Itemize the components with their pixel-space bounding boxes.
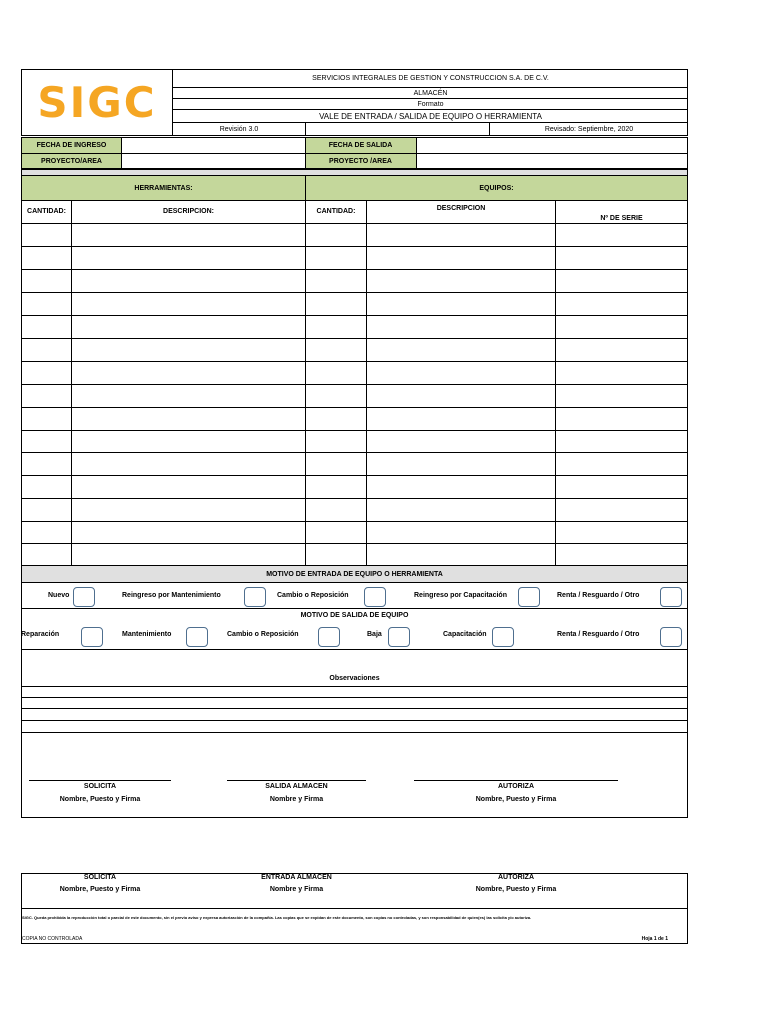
option-cambio-reposicion-salida: Cambio o Reposición (227, 631, 299, 638)
cantidad-right-header: CANTIDAD: (316, 207, 356, 215)
sig-autoriza-top-sub: Nombre, Puesto y Firma (475, 796, 557, 803)
sig-autoriza-bottom-sub: Nombre, Puesto y Firma (475, 886, 557, 893)
company-logo (21, 74, 172, 129)
motivo-entrada-title: MOTIVO DE ENTRADA DE EQUIPO O HERRAMIENTA (22, 566, 687, 582)
doc-title: VALE DE ENTRADA / SALIDA DE EQUIPO O HERRAMIENTA (319, 111, 542, 121)
sig-entrada-almacen: ENTRADA ALMACEN (261, 874, 332, 881)
motivo-salida-title: MOTIVO DE SALIDA DE EQUIPO (300, 611, 409, 619)
proyecto-right-field[interactable] (416, 154, 687, 168)
items-table (21, 169, 688, 566)
sig-autoriza-bottom: AUTORIZA (497, 874, 535, 881)
legal-notice: SIGC. Queda prohibida la reproducción total o parcial de este documento, sin el previo aviso y expresa autorización de la compañía. Las copias que se expidan de este documento, son copias no controladas, y son responsabilidad de quien(es) las solicita y/o autoriza. (22, 915, 532, 920)
reviewed-date: Revisado: Septiembre, 2020 (544, 126, 634, 133)
option-renta-resguardo-salida: Renta / Resguardo / Otro (557, 631, 640, 638)
sig-salida-sub: Nombre y Firma (269, 796, 324, 803)
department: ALMACÉN (413, 89, 448, 97)
checkbox-cambio-reposicion[interactable] (364, 587, 386, 607)
option-baja: Baja (367, 631, 382, 638)
herramientas-header: HERRAMIENTAS: (22, 176, 305, 200)
checkbox-renta-resguardo-entrada[interactable] (660, 587, 682, 607)
copy-status: COPIA NO CONTROLADA (22, 936, 83, 942)
option-reparacion: Reparación (21, 631, 60, 638)
fecha-ingreso-label: FECHA DE INGRESO (22, 138, 121, 153)
checkbox-baja[interactable] (388, 627, 410, 647)
sig-entrada-sub: Nombre y Firma (269, 886, 324, 893)
revision: Revisión 3.0 (219, 126, 259, 133)
observaciones-line-4[interactable] (21, 732, 688, 733)
proyecto-left-label: PROYECTO/AREA (22, 154, 121, 168)
observaciones-line-1[interactable] (21, 697, 688, 698)
option-renta-resguardo: Renta / Resguardo / Otro (557, 592, 640, 599)
doc-type: Formato (417, 100, 444, 108)
checkbox-reingreso-mantenimiento[interactable] (244, 587, 266, 607)
checkbox-reparacion[interactable] (81, 627, 103, 647)
company-name: SERVICIOS INTEGRALES DE GESTION Y CONSTRUCCION S.A. DE C.V. (312, 74, 549, 82)
sig-salida-almacen: SALIDA ALMACEN (265, 783, 328, 790)
fecha-ingreso-field[interactable] (121, 138, 304, 153)
descripcion-left-header: DESCRIPCION: (163, 207, 214, 215)
checkbox-mantenimiento[interactable] (186, 627, 208, 647)
option-reingreso-mantenimiento: Reingreso por Mantenimiento (122, 592, 221, 599)
observaciones-line-2[interactable] (21, 708, 688, 709)
sig-solicita-top: SOLICITA (83, 783, 117, 790)
checkbox-cambio-reposicion-salida[interactable] (318, 627, 340, 647)
checkbox-nuevo[interactable] (73, 587, 95, 607)
descripcion-right-header: DESCRIPCION (436, 205, 486, 212)
svg-text:SIGC: SIGC (36, 79, 157, 124)
fecha-salida-label: FECHA DE SALIDA (305, 138, 416, 153)
checkbox-renta-resguardo-salida[interactable] (660, 627, 682, 647)
sig-solicita-bottom: SOLICITA (83, 874, 117, 881)
fecha-salida-field[interactable] (416, 138, 687, 153)
observaciones-label: Observaciones (329, 674, 380, 682)
option-cambio-reposicion: Cambio o Reposición (277, 592, 349, 599)
proyecto-left-field[interactable] (121, 154, 304, 168)
sig-solicita-top-sub: Nombre, Puesto y Firma (59, 796, 141, 803)
sigc-logo-icon (27, 80, 167, 124)
sig-autoriza-top: AUTORIZA (497, 783, 535, 790)
option-capacitacion: Capacitación (443, 631, 487, 638)
page-number: Hoja 1 de 1 (641, 936, 668, 942)
observaciones-line-3[interactable] (21, 720, 688, 721)
checkbox-reingreso-capacitacion[interactable] (518, 587, 540, 607)
checkbox-capacitacion[interactable] (492, 627, 514, 647)
option-reingreso-capacitacion: Reingreso por Capacitación (414, 592, 507, 599)
proyecto-right-label: PROYECTO /AREA (305, 154, 416, 168)
option-mantenimiento: Mantenimiento (122, 631, 172, 638)
sig-solicita-bottom-sub: Nombre, Puesto y Firma (59, 886, 141, 893)
option-nuevo: Nuevo (48, 592, 70, 599)
serie-header: Nº DE SERIE (600, 215, 643, 222)
cantidad-left-header: CANTIDAD: (27, 207, 66, 215)
equipos-header: EQUIPOS: (306, 176, 687, 200)
